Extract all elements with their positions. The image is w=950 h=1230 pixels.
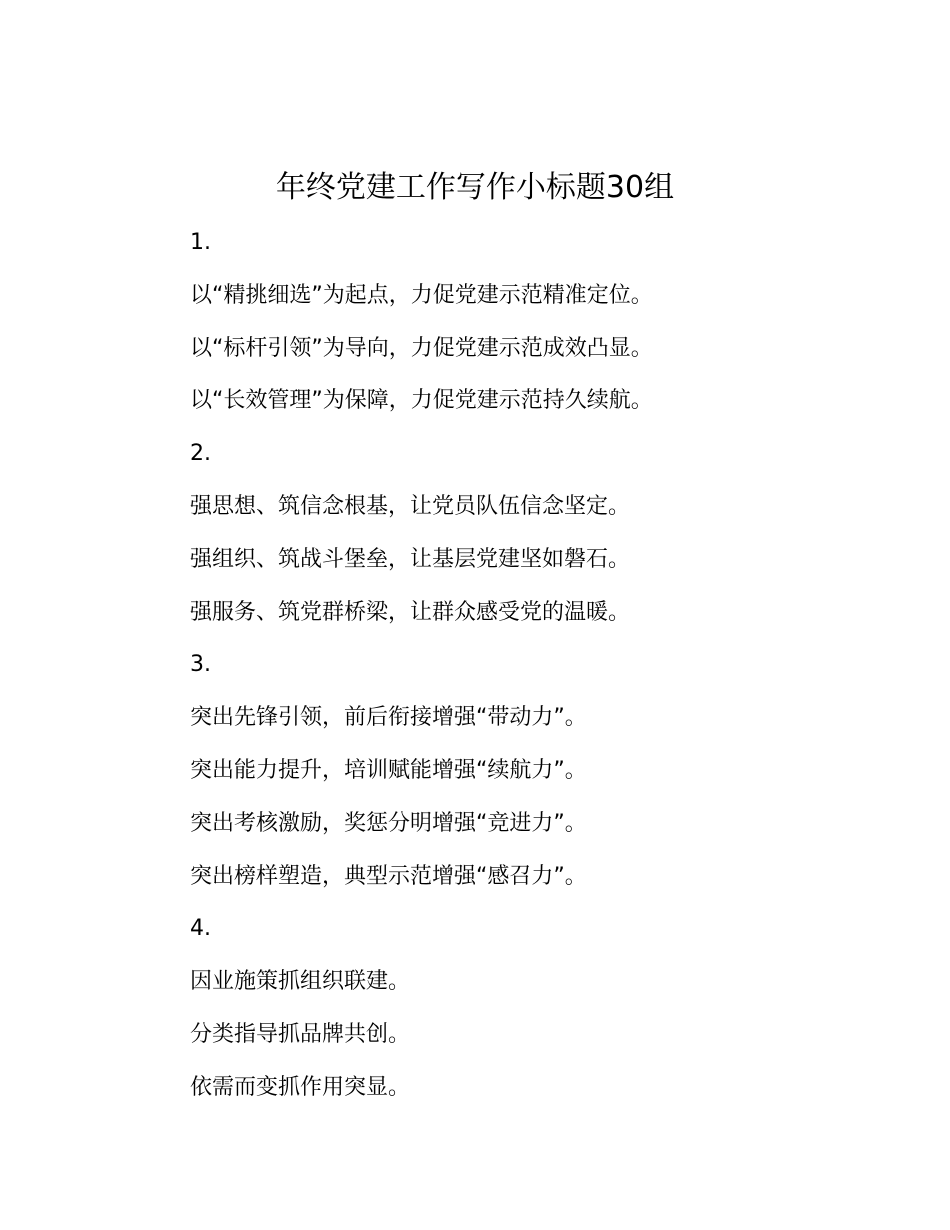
document-body <box>190 221 890 1119</box>
subtitle-line: 突出能力提升，培训赋能增强“续航力”。 <box>190 757 587 783</box>
subtitle-line: 突出先锋引领，前后衔接增强“带动力”。 <box>190 705 587 731</box>
subtitle-line: 强思想、筑信念根基，让党员队伍信念坚定。 <box>190 493 631 519</box>
section-number: 4. <box>190 916 211 942</box>
section-number: 1. <box>190 230 211 255</box>
subtitle-line: 以“精挑细选”为起点，力促党建示范精准定位。 <box>190 282 653 308</box>
subtitle-line: 突出考核激励，奖惩分明增强“竞进力”。 <box>190 810 587 836</box>
subtitle-line: 以“长效管理”为保障，力促党建示范持久续航。 <box>190 388 653 414</box>
document-title: 年终党建工作写作小标题30组 <box>275 170 675 205</box>
subtitle-line: 强组织、筑战斗堡垒，让基层党建坚如磐石。 <box>190 546 631 572</box>
subtitle-line: 分类指导抓品牌共创。 <box>190 1021 411 1047</box>
section-number: 2. <box>190 441 211 467</box>
subtitle-line: 因业施策抓组织联建。 <box>190 969 411 995</box>
subtitle-line: 突出榜样塑造，典型示范增强“感召力”。 <box>190 863 587 889</box>
section-number: 3. <box>190 652 211 678</box>
subtitle-line: 以“标杆引领”为导向，力促党建示范成效凸显。 <box>190 335 653 361</box>
subtitle-line: 强服务、筑党群桥梁，让群众感受党的温暖。 <box>190 599 631 625</box>
subtitle-line: 依需而变抓作用突显。 <box>190 1074 411 1100</box>
